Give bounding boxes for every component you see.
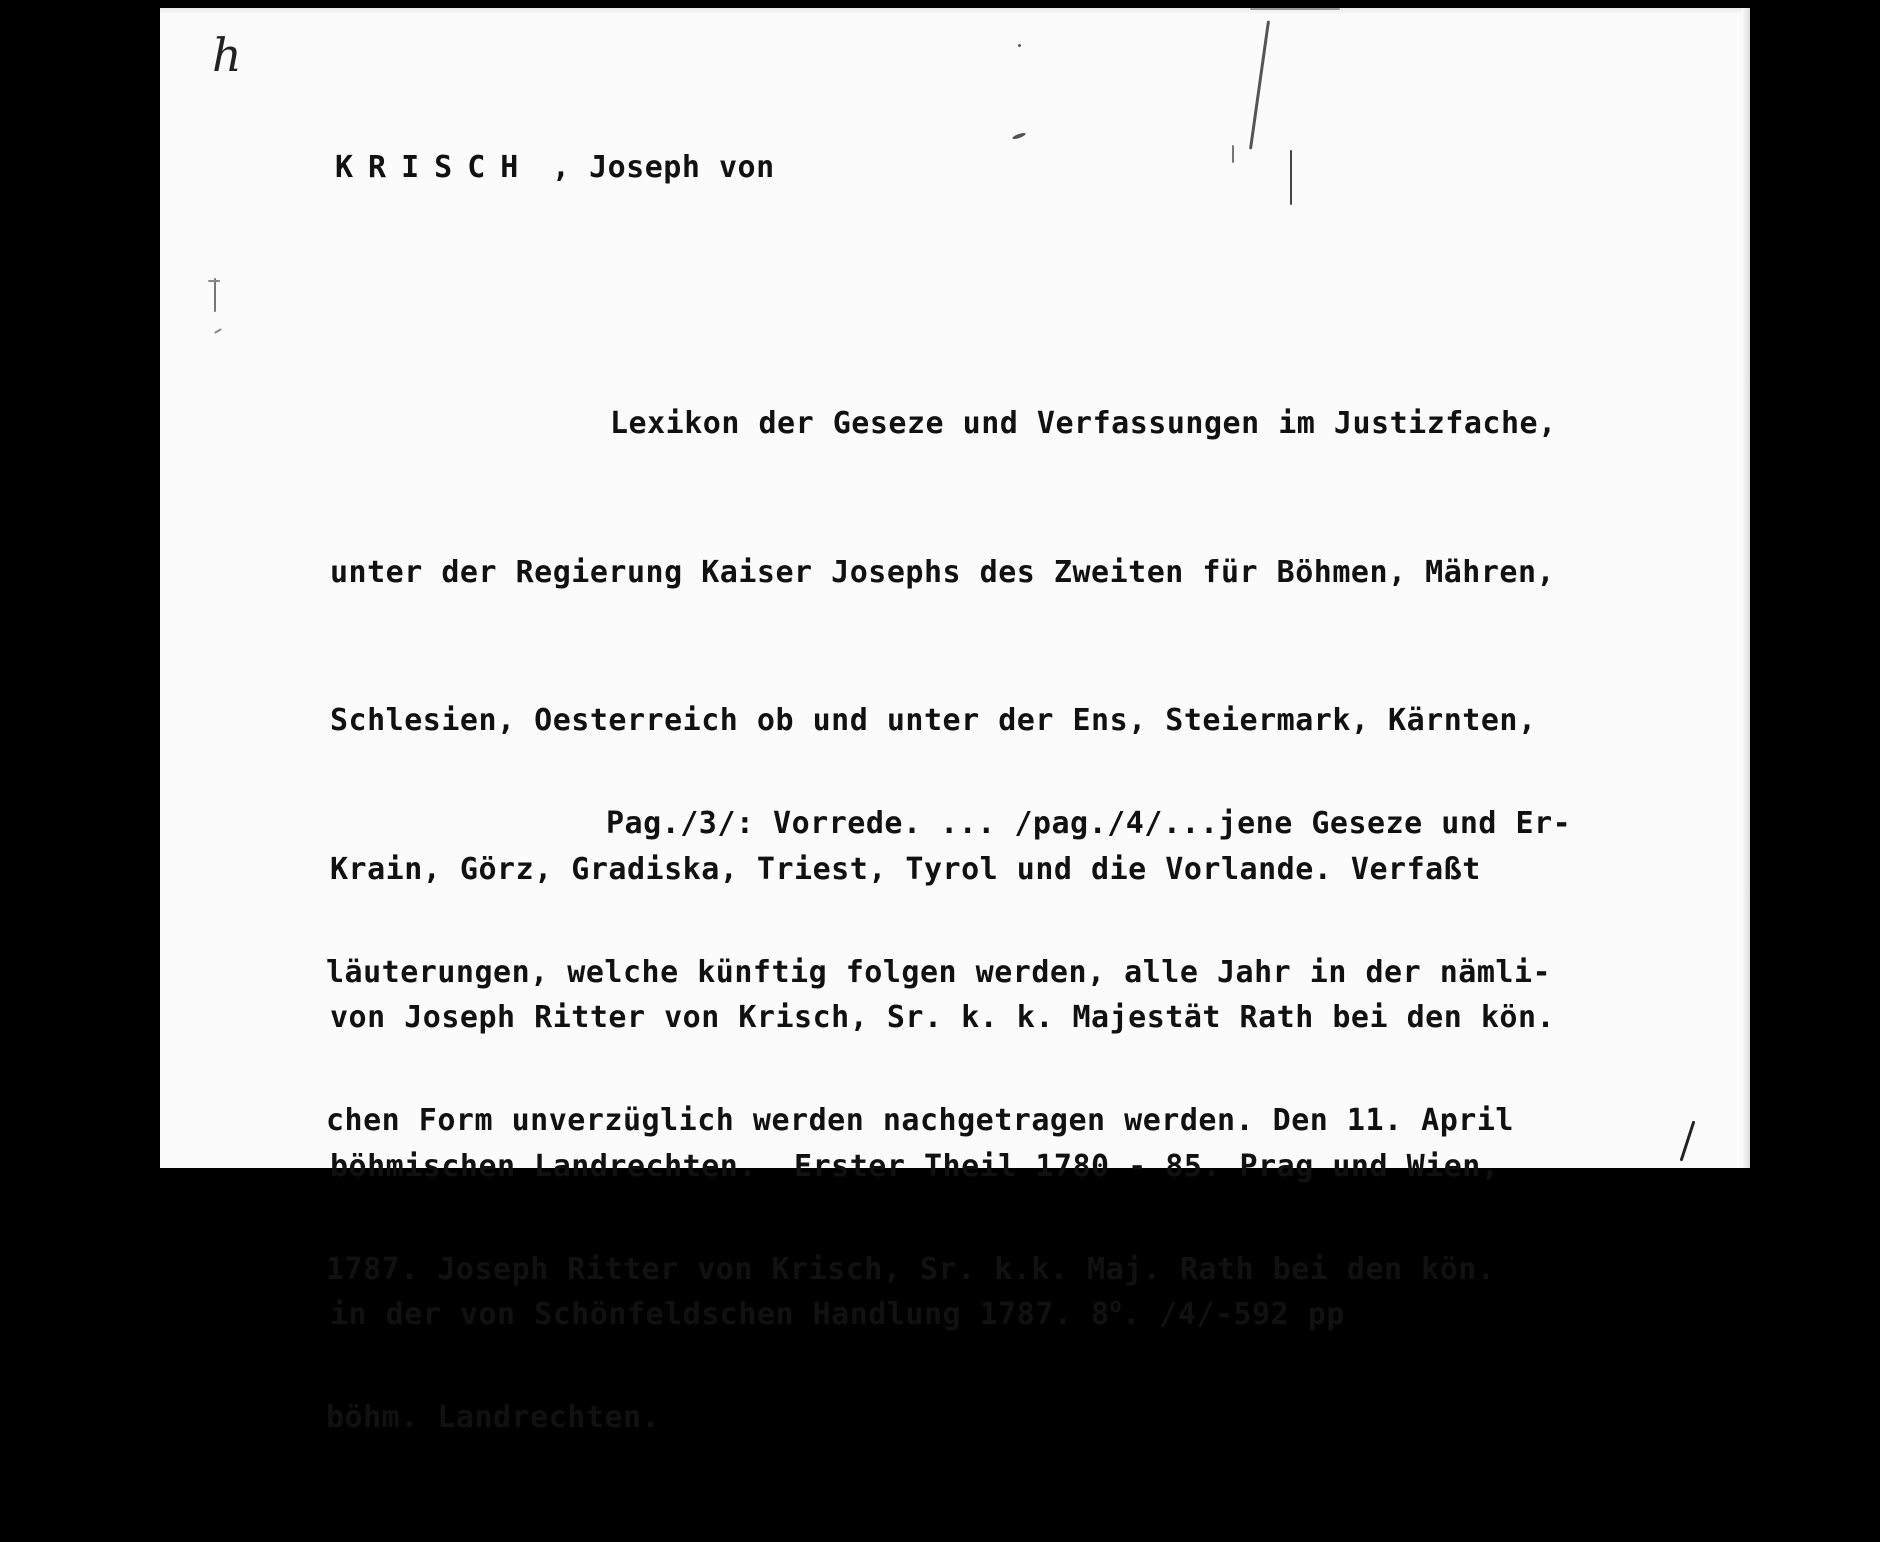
title-line: böhmischen Landrechten. Erster Theil 1780 - 85. Prag und Wien,	[330, 1148, 1500, 1184]
handwritten-corner-mark: h	[212, 28, 242, 82]
card-right-edge	[1742, 8, 1750, 1168]
title-line: Lexikon der Geseze und Verfassungen im Justizfache,	[610, 406, 1557, 441]
stray-pen-stroke	[1290, 150, 1292, 205]
stray-pen-stroke	[1232, 145, 1234, 163]
title-line: von Joseph Ritter von Krisch, Sr. k. k. Majestät Rath bei den kön.	[330, 1000, 1556, 1035]
stray-pen-stroke	[1250, 8, 1340, 10]
author-heading	[335, 150, 775, 185]
author-given-name: Joseph von	[589, 150, 775, 185]
pencil-tick-crossbar	[208, 280, 220, 282]
preface-excerpt	[326, 700, 1571, 1542]
author-separator: ,	[533, 150, 590, 185]
title-last-line-tail: . /4/-592 pp	[1122, 1297, 1345, 1332]
title-line: unter der Regierung Kaiser Josephs des Zweiten für Böhmen, Mähren,	[330, 554, 1556, 590]
octavo-degree-mark: o	[1109, 1293, 1123, 1317]
excerpt-line: chen Form unverzüglich werden nachgetragen werden. Den 11. April	[326, 1103, 1514, 1138]
title-line: Krain, Görz, Gradiska, Triest, Tyrol und die Vorlande. Verfaßt	[330, 851, 1481, 887]
excerpt-line: Pag./3/: Vorrede. ... /pag./4/...jene Geseze und Er-	[606, 806, 1572, 841]
title-last-line-text: in der von Schönfeldschen Handlung 1787. 8	[330, 1297, 1110, 1332]
excerpt-line: böhm. Landrechten.	[326, 1400, 661, 1435]
excerpt-line: 1787. Joseph Ritter von Krisch, Sr. k.k. Maj. Rath bei den kön.	[326, 1251, 1496, 1287]
excerpt-line: läuterungen, welche künftig folgen werden, alle Jahr in der nämli-	[326, 954, 1552, 990]
pencil-tick-mark	[214, 278, 216, 312]
author-surname: KRISCH	[335, 150, 534, 185]
card-top-edge	[160, 8, 1750, 14]
title-line: Schlesien, Oesterreich ob und unter der Ens, Steiermark, Kärnten,	[330, 703, 1537, 738]
ink-speck	[1018, 44, 1021, 47]
